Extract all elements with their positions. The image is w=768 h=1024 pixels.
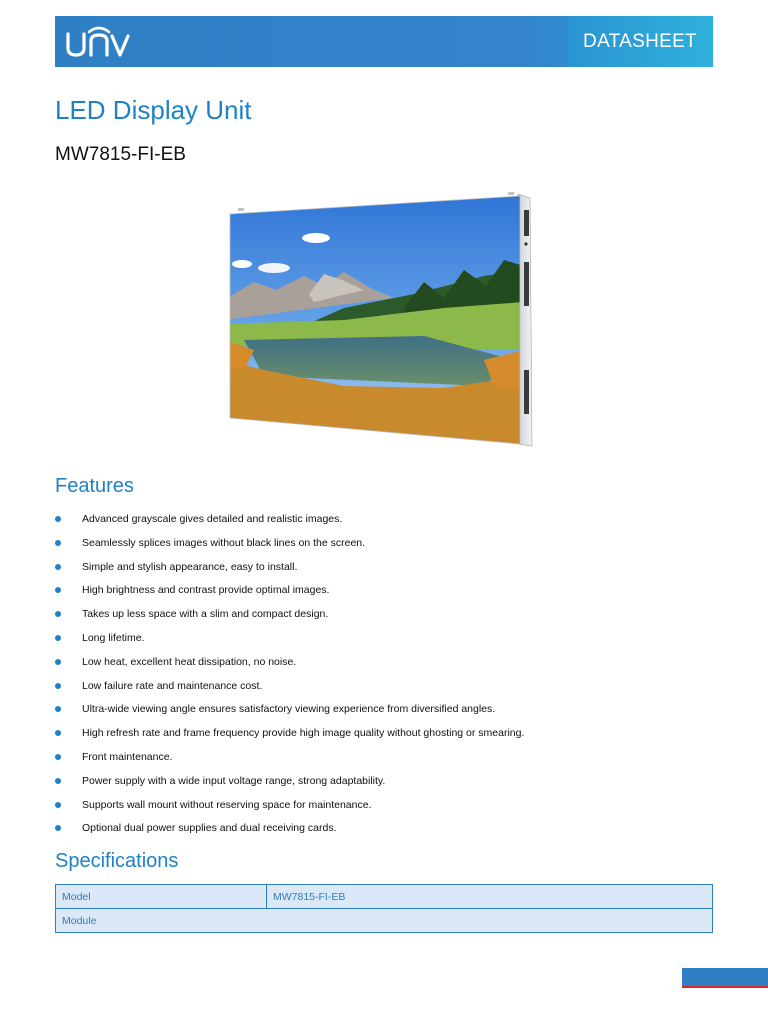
bullet-icon — [55, 825, 61, 831]
specifications-heading: Specifications — [55, 850, 179, 872]
table-row — [56, 909, 713, 933]
list-item — [55, 655, 715, 679]
feature-text: Optional dual power supplies and dual receiving cards. — [82, 822, 337, 835]
header-banner — [55, 16, 713, 67]
list-item — [55, 560, 715, 584]
led-panel-image — [224, 190, 538, 452]
list-item — [55, 726, 715, 750]
page-title: LED Display Unit — [55, 95, 252, 125]
bullet-icon — [55, 778, 61, 784]
bullet-icon — [55, 730, 61, 736]
page-footer-tab — [682, 968, 768, 988]
feature-text: High refresh rate and frame frequency provide high image quality without ghosting or smearing. — [82, 727, 525, 740]
feature-text: Low failure rate and maintenance cost. — [82, 679, 263, 692]
bullet-icon — [55, 802, 61, 808]
feature-text: Advanced grayscale gives detailed and realistic images. — [82, 513, 343, 525]
list-item — [55, 512, 715, 536]
list-item — [55, 750, 715, 774]
bullet-icon — [55, 540, 61, 546]
list-item — [55, 536, 715, 560]
features-list — [55, 512, 715, 845]
list-item — [55, 821, 715, 845]
list-item — [55, 702, 715, 726]
spec-section-module: Module — [56, 909, 713, 933]
list-item — [55, 679, 715, 703]
bullet-icon — [55, 611, 61, 617]
feature-text: High brightness and contrast provide optimal images. — [82, 584, 330, 597]
feature-text: Power supply with a wide input voltage range, strong adaptability. — [82, 774, 386, 787]
list-item — [55, 798, 715, 822]
spec-value-model: MW7815-FI-EB — [267, 885, 713, 909]
bullet-icon — [55, 683, 61, 689]
bullet-icon — [55, 587, 61, 593]
spec-label-model: Model — [56, 885, 267, 909]
feature-text: Simple and stylish appearance, easy to install. — [82, 560, 298, 573]
list-item — [55, 607, 715, 631]
datasheet-badge: DATASHEET — [567, 16, 713, 67]
list-item — [55, 774, 715, 798]
table-row — [56, 885, 713, 909]
bullet-icon — [55, 635, 61, 641]
feature-text: Low heat, excellent heat dissipation, no noise. — [82, 655, 297, 668]
list-item — [55, 583, 715, 607]
feature-text: Seamlessly splices images without black lines on the screen. — [82, 536, 366, 549]
feature-text: Long lifetime. — [82, 631, 145, 644]
feature-text: Takes up less space with a slim and compact design. — [82, 608, 329, 621]
feature-text: Ultra-wide viewing angle ensures satisfactory viewing experience from diversified angles. — [82, 703, 496, 716]
bullet-icon — [55, 659, 61, 665]
list-item — [55, 631, 715, 655]
feature-text: Front maintenance. — [82, 750, 173, 763]
model-number: MW7815-FI-EB — [55, 144, 186, 165]
feature-text: Supports wall mount without reserving space for maintenance. — [82, 798, 372, 811]
features-heading: Features — [55, 475, 134, 497]
bullet-icon — [55, 754, 61, 760]
bullet-icon — [55, 706, 61, 712]
bullet-icon — [55, 516, 61, 522]
specifications-table — [55, 884, 713, 933]
bullet-icon — [55, 564, 61, 570]
